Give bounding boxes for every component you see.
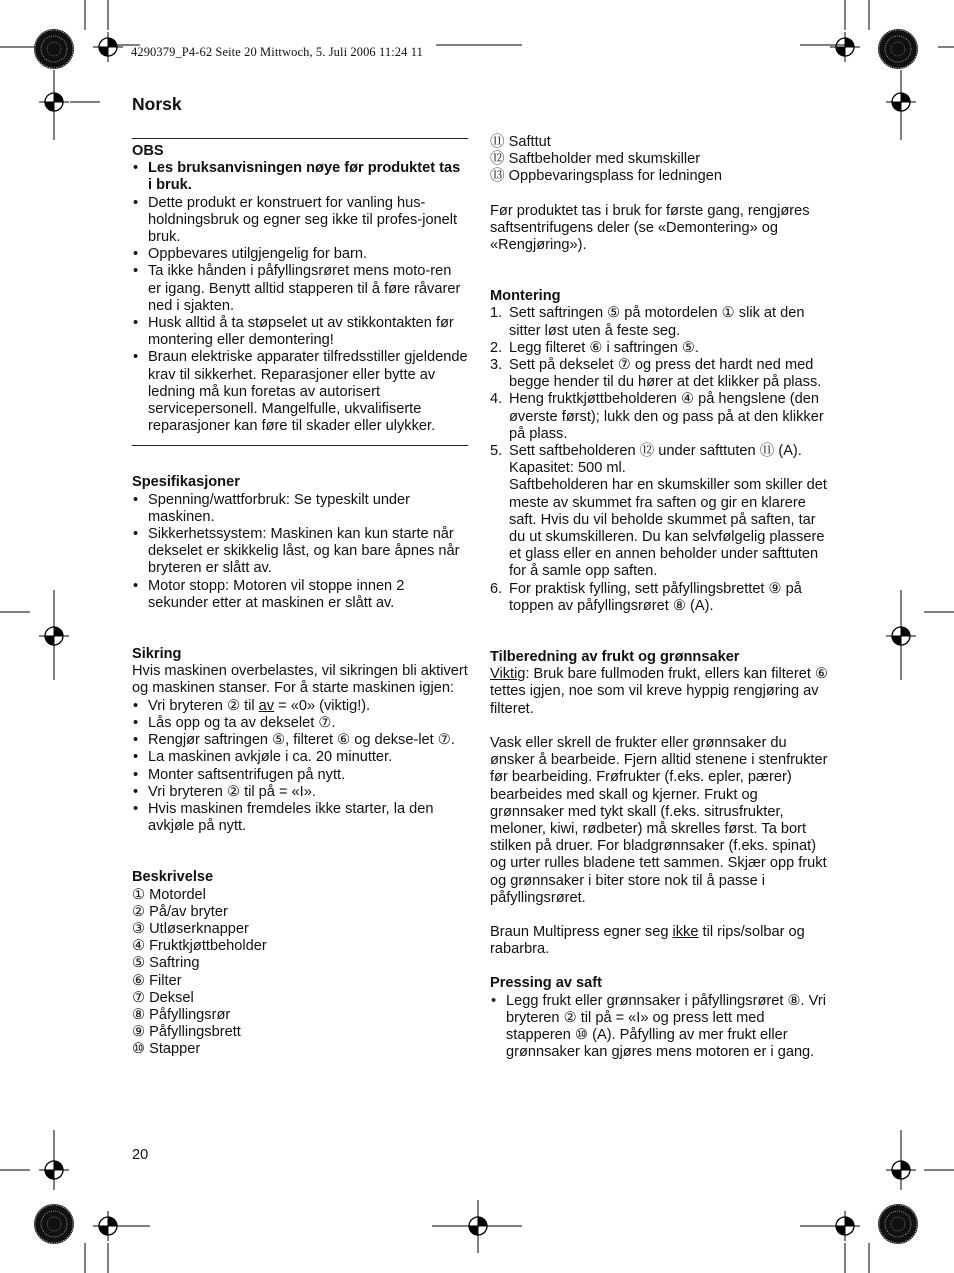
registration-star-bottom-left bbox=[34, 1204, 74, 1244]
registration-cross-top-right bbox=[830, 32, 860, 62]
list-item: • Spenning/wattforbruk: Se typeskilt under maskinen. bbox=[132, 492, 468, 526]
list-item: • Vri bryteren ② til på = «I». bbox=[132, 784, 468, 801]
sikring-heading: Sikring bbox=[132, 646, 182, 663]
registration-cross-mid-left bbox=[39, 621, 69, 651]
left-column bbox=[132, 143, 468, 1059]
list-item: • Ta ikke hånden i påfyllingsrøret mens moto-ren er igang. Benytt alltid stapperen til å føre råvarer ned i sjakten. bbox=[132, 263, 468, 315]
page-number: 20 bbox=[132, 1147, 149, 1163]
registration-cross-right-2 bbox=[886, 1155, 916, 1185]
list-item: ⑫ Saftbeholder med skumskiller bbox=[490, 151, 701, 168]
list-item: ④ Fruktkjøttbeholder bbox=[132, 938, 267, 955]
registration-cross-top-left bbox=[93, 32, 123, 62]
list-item: 3. Sett på dekselet ⑦ og press det hardt ned med begge hender til du hører at det klikker på plass. bbox=[490, 357, 822, 391]
montering-heading: Montering bbox=[490, 288, 561, 305]
list-item: • Husk alltid å ta støpselet ut av stikkontakten før montering eller demontering! bbox=[132, 315, 468, 349]
list-item: ③ Utløserknapper bbox=[132, 920, 249, 937]
list-item: ① Motordel bbox=[132, 886, 206, 903]
tilberedning-important: Viktig: Bruk bare fullmoden frukt, ellers kan filteret ⑥ tettes igjen, noe som vil kreve hyppig rengjøring av filteret. bbox=[490, 666, 829, 717]
list-item: • Motor stopp: Motoren vil stoppe innen 2 sekunder etter at maskinen er slått av. bbox=[132, 578, 468, 612]
registration-star-top-right bbox=[878, 29, 918, 69]
beskrivelse-heading: Beskrivelse bbox=[132, 869, 214, 886]
print-slug: 4290379_P4-62 Seite 20 Mittwoch, 5. Juli 2006 11:24 11 bbox=[131, 45, 423, 59]
pressing-list bbox=[490, 993, 830, 1062]
list-item: • Vri bryteren ② til av = «0» (viktig!). bbox=[132, 698, 468, 715]
list-item: ⑤ Saftring bbox=[132, 955, 200, 972]
list-item: ⑪ Safttut bbox=[490, 134, 551, 150]
list-item: • Braun elektriske apparater tilfredsstiller gjeldende krav til sikkerhet. Reparasjoner eller bytte av ledning må kun foretas av autorisert servicepersonell. Mangelfulle, ukvalifiserte reparasjoner kan føre til skader eller ulykker. bbox=[132, 349, 468, 435]
list-item: ② På/av bryter bbox=[132, 903, 228, 920]
registration-star-top-left bbox=[34, 29, 74, 69]
list-item: • Sikkerhetssystem: Maskinen kan kun starte når dekselet er skikkelig låst, og kan bare åpnes når bryteren er slått av. bbox=[132, 526, 468, 578]
list-item: • Rengjør saftringen ⑤, filteret ⑥ og dekse-let ⑦. bbox=[132, 732, 468, 749]
list-item: ⑬ Oppbevaringsplass for ledningen bbox=[490, 168, 723, 185]
montering-steps bbox=[490, 305, 830, 615]
pressing-heading: Pressing av saft bbox=[490, 975, 602, 992]
list-item: 4. Heng fruktkjøttbeholderen ④ på hengslene (den øverste først); lukk den og pass på at den klikker på plass. bbox=[490, 391, 824, 442]
tilberedning-note: Braun Multipress egner seg ikke til rips/solbar og rabarbra. bbox=[490, 923, 805, 958]
right-column bbox=[490, 134, 830, 1061]
list-item: ⑩ Stapper bbox=[132, 1041, 201, 1058]
tilberedning-heading: Tilberedning av frukt og grønnsaker bbox=[490, 649, 740, 666]
list-item: • La maskinen avkjøle i ca. 20 minutter. bbox=[132, 749, 468, 766]
registration-cross-bottom-left bbox=[93, 1211, 123, 1241]
page-language-heading: Norsk bbox=[132, 94, 182, 114]
obs-heading: OBS bbox=[132, 143, 164, 159]
list-item: • Les bruksanvisningen nøye før produktet tas i bruk. bbox=[132, 160, 468, 194]
list-item: 6. For praktisk fylling, sett påfyllingsbrettet ⑨ på toppen av påfyllingsrøret ⑧ (A). bbox=[490, 580, 802, 614]
list-item: • Lås opp og ta av dekselet ⑦. bbox=[132, 715, 468, 732]
list-item: • Legg frukt eller grønnsaker i påfyllingsrøret ⑧. Vri bryteren ② til på = «I» og press lett med stapperen ⑩ (A). Påfylling av mer frukt eller grønnsaker kan gjøres mens motoren er i gang. bbox=[490, 993, 830, 1062]
registration-cross-bottom-right bbox=[830, 1211, 860, 1241]
first-use-note: Før produktet tas i bruk for første gang, rengjøres saftsentrifugens deler (se «Demontering» og «Rengjøring»). bbox=[490, 202, 810, 254]
list-item: • Monter saftsentrifugen på nytt. bbox=[132, 767, 468, 784]
list-item: 5. Sett saftbeholderen ⑫ under safttuten ⑪ (A). Kapasitet: 500 ml. Saftbeholderen har en skumskiller som skiller det meste av skummet fra saften og gir en klarere saft. Hvis du vil beholde skummet på saften, tar du ut skumskilleren. Du kan selvfølgelig plassere et glass eller en annen beholder under safttuten for å samle opp saften. bbox=[490, 443, 827, 580]
obs-list bbox=[132, 160, 468, 435]
list-item: • Hvis maskinen fremdeles ikke starter, la den avkjøle på nytt. bbox=[132, 801, 468, 835]
list-item: ⑧ Påfyllingsrør bbox=[132, 1006, 231, 1023]
list-item: 1. Sett saftringen ⑤ på motordelen ① slik at den sitter løst uten å feste seg. bbox=[490, 305, 805, 339]
sikring-intro: Hvis maskinen overbelastes, vil sikringen bli aktivert og maskinen stanser. For å starte maskinen igjen: bbox=[132, 663, 468, 697]
list-item: ⑦ Deksel bbox=[132, 989, 194, 1006]
list-item: 2. Legg filteret ⑥ i saftringen ⑤. bbox=[490, 339, 700, 356]
list-item: ⑨ Påfyllingsbrett bbox=[132, 1024, 241, 1041]
registration-cross-bottom-center bbox=[463, 1211, 493, 1241]
sikring-list bbox=[132, 698, 468, 836]
registration-cross-mid-right bbox=[886, 621, 916, 651]
list-item: ⑥ Filter bbox=[132, 972, 182, 989]
crop-lines-top bbox=[0, 0, 954, 47]
registration-star-bottom-right bbox=[878, 1204, 918, 1244]
tilberedning-instructions: Vask eller skrell de frukter eller grønnsaker du ønsker å bearbeide. Fjern alltid stenene i stenfrukter før bearbeiding. Frøfrukter (f.eks. epler, pærer) bearbeides med skall og kjerner. Frukt og grønnsaker med tykt skall (f.eks. sitrusfrukter, meloner, kiwi, rødbeter) må skrelles først. Ta bort stilken på druer. For bladgrønnsaker (f.eks. spinat) og urter rulles bladene tett sammen. Skjær opp frukt og grønnsaker i biter store nok til å passe i påfyllingsrøret. bbox=[490, 734, 828, 906]
parts-list bbox=[132, 887, 468, 1059]
registration-cross-left-2 bbox=[39, 1155, 69, 1185]
list-item: • Oppbevares utilgjengelig for barn. bbox=[132, 246, 468, 263]
spesifikasjoner-heading: Spesifikasjoner bbox=[132, 474, 240, 491]
spesifikasjoner-list bbox=[132, 492, 468, 612]
list-item: • Dette produkt er konstruert for vanling hus-holdningsbruk og egner seg ikke til profes-jonelt bruk. bbox=[132, 195, 468, 247]
parts-list-continued bbox=[490, 134, 830, 186]
